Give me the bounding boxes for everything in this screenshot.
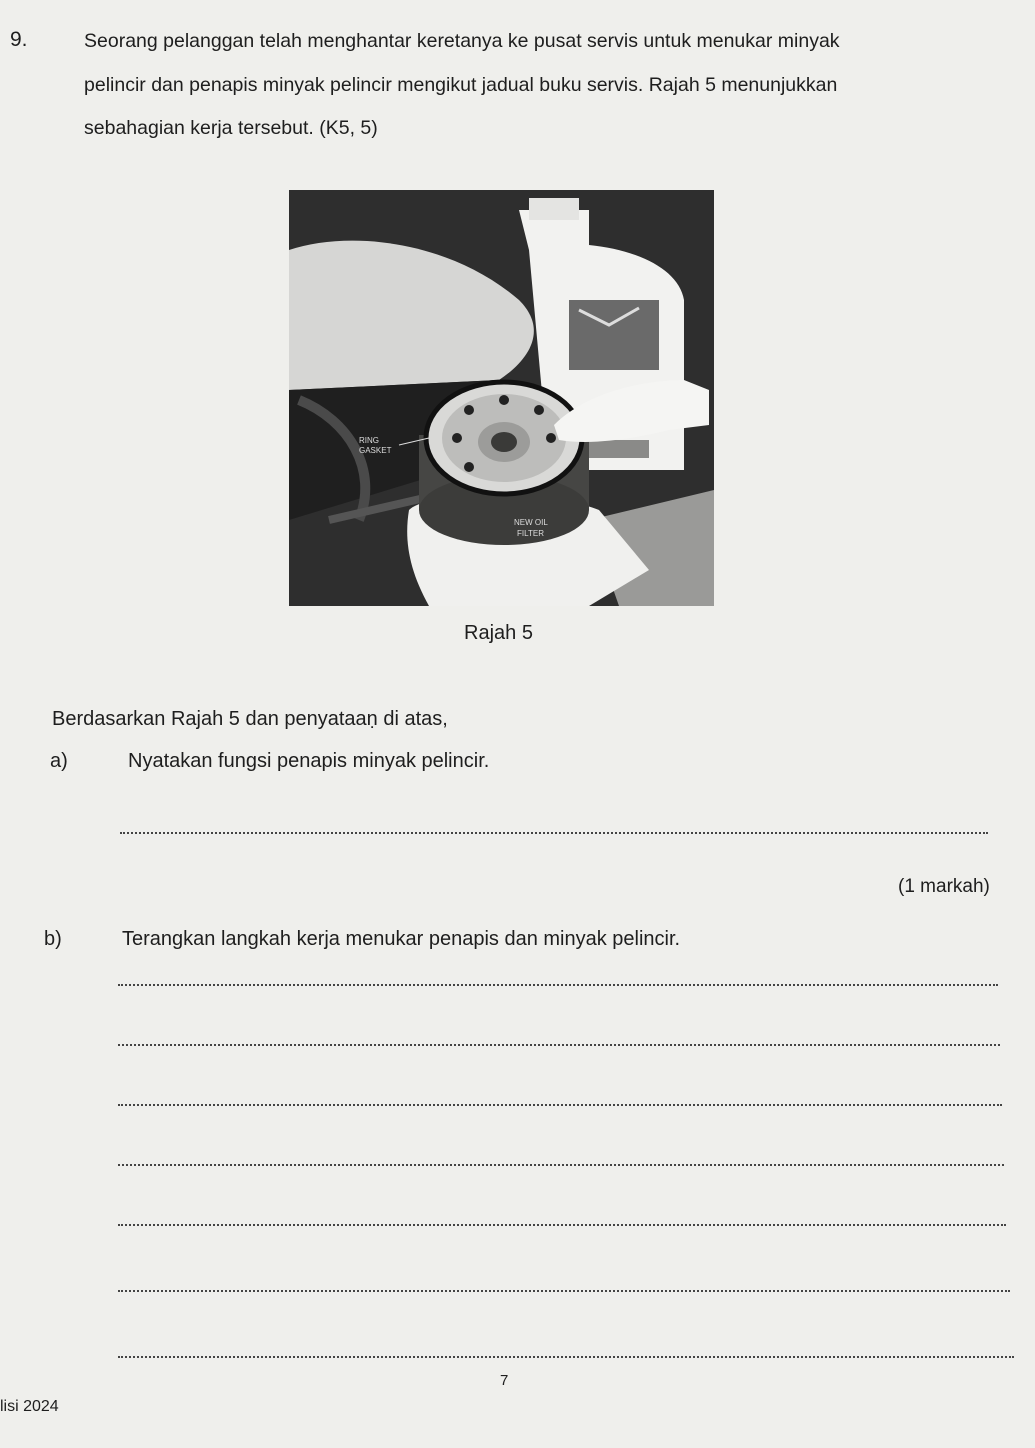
part-a-question: Nyatakan fungsi penapis minyak pelincir. — [128, 750, 490, 772]
answer-line-b2[interactable] — [118, 1044, 1000, 1046]
answer-line-b4[interactable] — [118, 1164, 1004, 1166]
question-stem: Berdasarkan Rajah 5 dan penyataaṇ di atas, — [52, 708, 448, 730]
answer-line-b7[interactable] — [118, 1356, 1014, 1358]
page-number: 7 — [500, 1372, 509, 1389]
intro-line-3: sebahagian kerja tersebut. (K5, 5) — [84, 117, 378, 139]
figure-label-new-oil: NEW OIL — [514, 518, 548, 527]
answer-line-b1[interactable] — [118, 984, 998, 986]
part-a-marks: (1 markah) — [898, 876, 990, 897]
footer-text: lisi 2024 — [0, 1398, 59, 1415]
figure-label-ring: RING — [359, 436, 379, 445]
answer-line-b6[interactable] — [118, 1290, 1010, 1292]
part-b-label: b) — [44, 928, 62, 950]
figure-caption: Rajah 5 — [464, 622, 533, 644]
figure-label-filter: FILTER — [517, 529, 544, 538]
figure-label-gasket: GASKET — [359, 446, 392, 455]
answer-line-b3[interactable] — [118, 1104, 1002, 1106]
answer-line-a[interactable] — [120, 832, 988, 834]
part-b-question: Terangkan langkah kerja menukar penapis dan minyak pelincir. — [122, 928, 681, 950]
question-number: 9. — [10, 28, 28, 51]
answer-line-b5[interactable] — [118, 1224, 1006, 1226]
intro-line-2: pelincir dan penapis minyak pelincir mengikut jadual buku servis. Rajah 5 menunjukkan — [84, 74, 838, 96]
intro-line-1: Seorang pelanggan telah menghantar keretanya ke pusat servis untuk menukar minyak — [84, 30, 840, 52]
part-a-label: a) — [50, 750, 68, 772]
oil-filter-photo — [289, 190, 714, 606]
